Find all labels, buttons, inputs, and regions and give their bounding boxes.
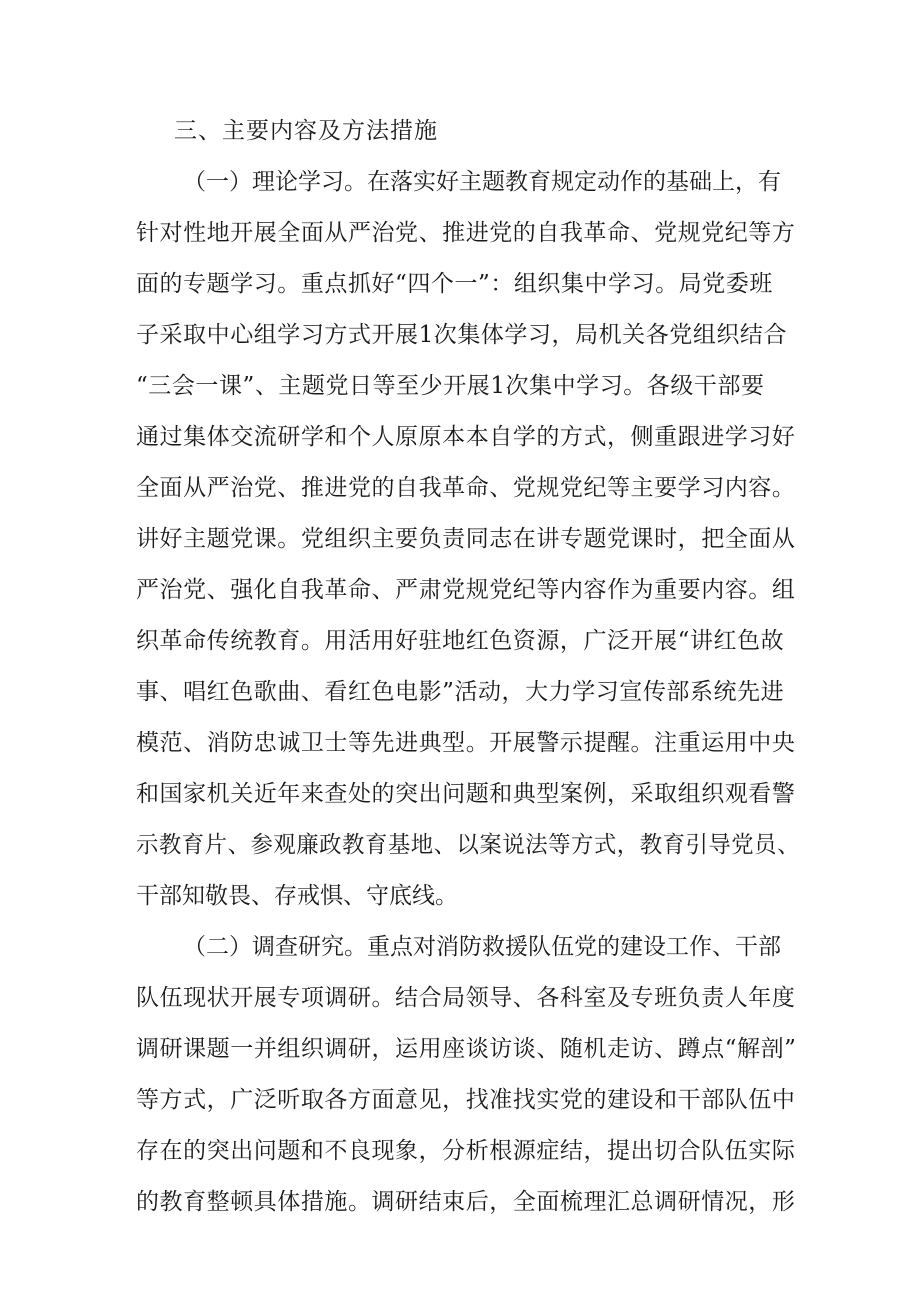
paragraph-2-line-3: 调研课题一并组织调研，运用座谈访谈、随机走访、蹲点“解剖”	[136, 1036, 797, 1062]
paragraph-1-line-14: 示教育片、参观廉政教育基地、以案说法等方式，教育引导党员、	[136, 832, 800, 858]
paragraph-1-line-7: 全面从严治党、推进党的自我革命、党规党纪等主要学习内容。	[136, 475, 796, 501]
paragraph-1-line-11: 事、唱红色歌曲、看红色电影”活动，大力学习宣传部系统先进	[136, 679, 785, 705]
paragraph-1-line-15: 干部知敬畏、存戒惧、守底线。	[136, 883, 458, 909]
paragraph-2-line-1: （二）调查研究。重点对消防救援队伍党的建设工作、干部	[183, 934, 781, 960]
paragraph-2-line-5: 存在的突出问题和不良现象，分析根源症结，提出切合队伍实际	[136, 1138, 796, 1164]
paragraph-1-line-9: 严治党、强化自我革命、严肃党规党纪等内容作为重要内容。组	[136, 577, 796, 603]
paragraph-1-line-13: 和国家机关近年来查处的突出问题和典型案例，采取组织观看警	[136, 781, 796, 807]
paragraph-1-line-10: 织革命传统教育。用活用好驻地红色资源，广泛开展“讲红色故	[136, 628, 785, 654]
paragraph-2-line-4: 等方式，广泛听取各方面意见，找准找实党的建设和干部队伍中	[136, 1087, 796, 1113]
paragraph-2-line-2: 队伍现状开展专项调研。结合局领导、各科室及专班负责人年度	[136, 985, 796, 1011]
paragraph-1-line-4: 子采取中心组学习方式开展1次集体学习，局机关各党组织结合	[136, 322, 788, 348]
paragraph-1-line-12: 模范、消防忠诚卫士等先进典型。开展警示提醒。注重运用中央	[136, 730, 796, 756]
paragraph-1-line-3: 面的专题学习。重点抓好“四个一”：组织集中学习。局党委班	[136, 271, 773, 297]
paragraph-1-line-6: 通过集体交流研学和个人原原本本自学的方式，侧重跟进学习好	[136, 424, 796, 450]
paragraph-2-line-6: 的教育整顿具体措施。调研结束后，全面梳理汇总调研情况，形	[136, 1189, 796, 1215]
paragraph-1-line-2: 针对性地开展全面从严治党、推进党的自我革命、党规党纪等方	[136, 220, 796, 246]
paragraph-1-line-8: 讲好主题党课。党组织主要负责同志在讲专题党课时，把全面从	[136, 526, 796, 552]
paragraph-1-line-5: “三会一课”、主题党日等至少开展1次集中学习。各级干部要	[136, 373, 765, 399]
paragraph-1-line-1: （一）理论学习。在落实好主题教育规定动作的基础上，有	[183, 169, 781, 195]
section-heading: 三、主要内容及方法措施	[174, 118, 438, 144]
